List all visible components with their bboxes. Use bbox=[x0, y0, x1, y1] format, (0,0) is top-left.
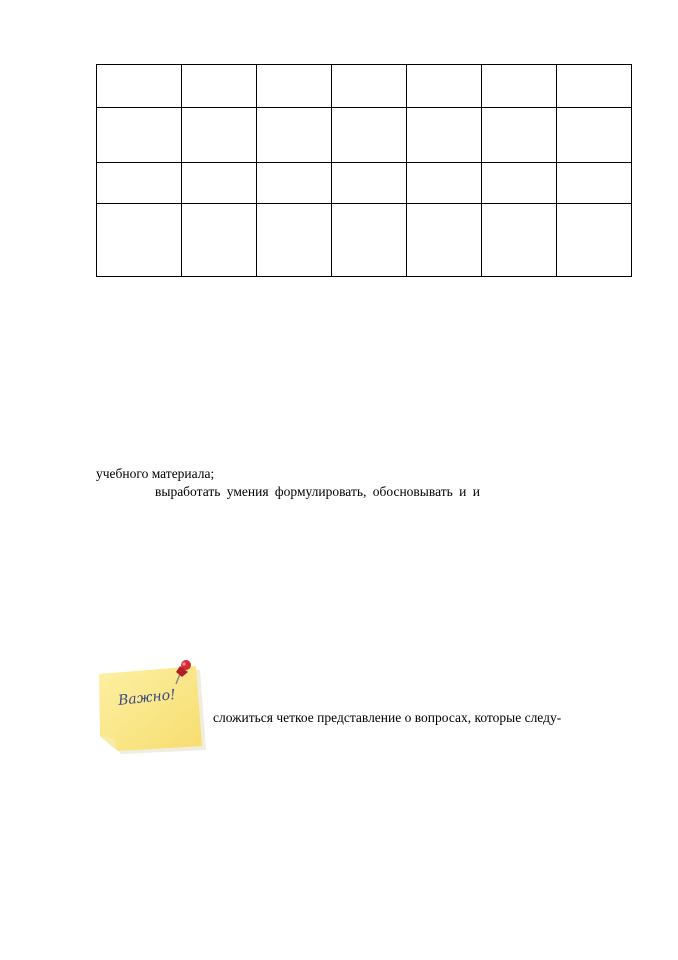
empty-grid-table bbox=[96, 64, 632, 277]
table-cell bbox=[332, 65, 407, 108]
table-cell bbox=[557, 163, 632, 204]
table-cell bbox=[257, 163, 332, 204]
table-cell bbox=[257, 108, 332, 163]
table-cell bbox=[557, 108, 632, 163]
text-line-develop-skills: выработать умения формулировать, обосновывать и и bbox=[155, 484, 480, 499]
table-cell bbox=[182, 204, 257, 277]
table-cell bbox=[482, 163, 557, 204]
table-cell bbox=[257, 204, 332, 277]
table-cell bbox=[482, 108, 557, 163]
table-cell bbox=[407, 163, 482, 204]
table-cell bbox=[332, 163, 407, 204]
table-cell bbox=[182, 108, 257, 163]
table-cell bbox=[182, 65, 257, 108]
text-line-clear-understanding: сложиться четкое представление о вопросах, которые следу- bbox=[213, 710, 562, 725]
table-cell bbox=[482, 65, 557, 108]
table-cell bbox=[557, 65, 632, 108]
table-cell bbox=[332, 204, 407, 277]
table-cell bbox=[407, 65, 482, 108]
table-cell bbox=[97, 163, 182, 204]
sticky-note-icon bbox=[96, 660, 208, 756]
table-row bbox=[97, 204, 632, 277]
table-row bbox=[97, 108, 632, 163]
sticky-note-label: Важно! bbox=[117, 687, 177, 709]
table-cell bbox=[407, 204, 482, 277]
table-cell bbox=[332, 108, 407, 163]
table-cell bbox=[182, 163, 257, 204]
table-cell bbox=[407, 108, 482, 163]
text-line-study-material: учебного материала; bbox=[96, 466, 215, 481]
table-row bbox=[97, 163, 632, 204]
table-cell bbox=[97, 204, 182, 277]
table-cell bbox=[97, 108, 182, 163]
table-row bbox=[97, 65, 632, 108]
table-cell bbox=[482, 204, 557, 277]
table-cell bbox=[97, 65, 182, 108]
table-cell bbox=[257, 65, 332, 108]
important-sticky-note bbox=[96, 660, 208, 756]
table-cell bbox=[557, 204, 632, 277]
